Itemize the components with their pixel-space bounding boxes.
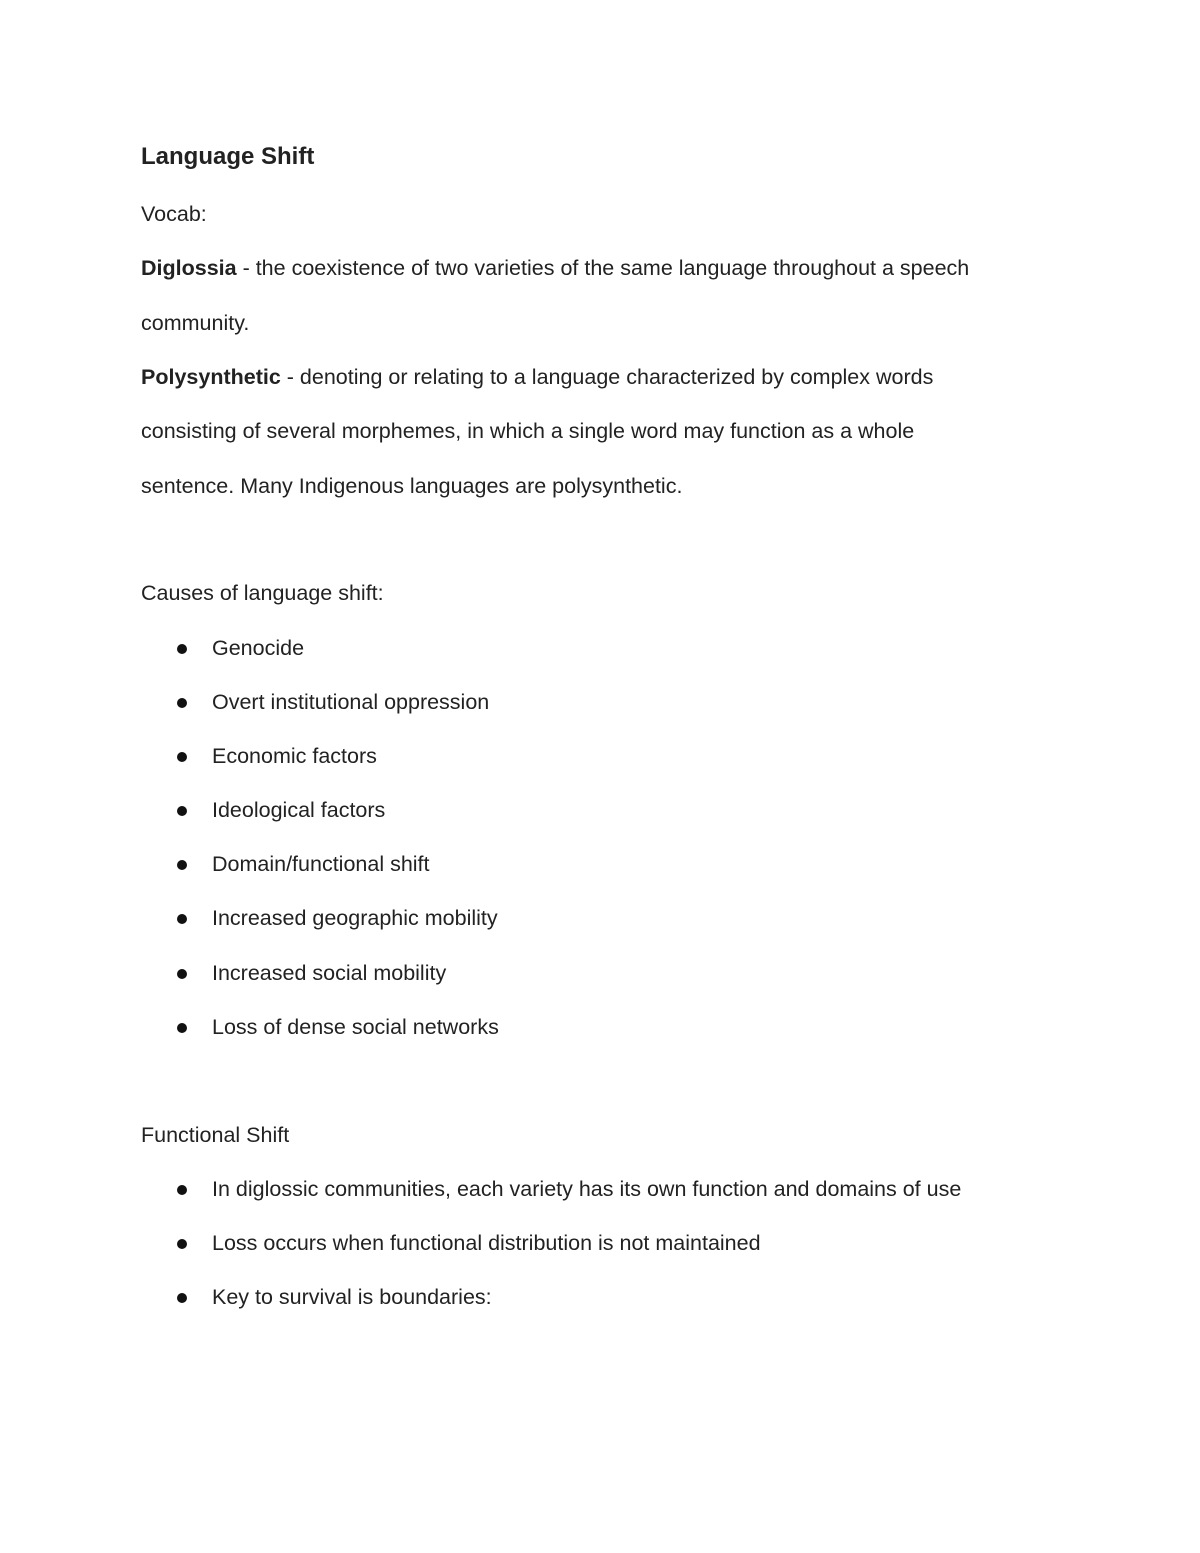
definition-text-continued: sentence. Many Indigenous languages are polysynthetic. [141, 474, 683, 498]
vocab-label: Vocab: [141, 202, 207, 226]
bullet-icon [177, 1023, 187, 1033]
list-item-text: Key to survival is boundaries: [212, 1285, 492, 1309]
functional-shift-heading: Functional Shift [141, 1123, 290, 1147]
list-item-text: Domain/functional shift [212, 852, 430, 876]
bullet-icon [177, 1239, 187, 1249]
causes-heading: Causes of language shift: [141, 581, 384, 605]
definition-text: the coexistence of two varieties of the same language throughout a speech [255, 256, 970, 280]
bullet-icon [177, 860, 187, 870]
bullet-icon [177, 969, 187, 979]
bullet-icon [177, 1293, 187, 1303]
list-item-text: Economic factors [212, 744, 377, 768]
bullet-icon [177, 644, 187, 654]
definition-separator: - [236, 256, 256, 280]
definition-term: Polysynthetic [141, 365, 281, 389]
definition-term: Diglossia [141, 256, 237, 280]
bullet-icon [177, 752, 187, 762]
definition-polysynthetic [141, 364, 933, 390]
list-item-text: Increased geographic mobility [212, 906, 498, 930]
definition-text-continued: community. [141, 311, 250, 335]
bullet-icon [177, 806, 187, 816]
list-item-text: Loss of dense social networks [212, 1015, 499, 1039]
definition-separator: - [280, 365, 300, 389]
bullet-icon [177, 914, 187, 924]
list-item-text: In diglossic communities, each variety has its own function and domains of use [212, 1177, 962, 1201]
list-item-text: Genocide [212, 636, 305, 660]
document-title: Language Shift [141, 143, 315, 170]
list-item-text: Overt institutional oppression [212, 690, 490, 714]
list-item-text: Increased social mobility [212, 961, 447, 985]
bullet-icon [177, 1185, 187, 1195]
bullet-icon [177, 698, 187, 708]
list-item-text: Ideological factors [212, 798, 386, 822]
definition-text-continued: consisting of several morphemes, in which a single word may function as a whole [141, 419, 915, 443]
definition-text: denoting or relating to a language characterized by complex words [299, 365, 934, 389]
definition-diglossia [141, 255, 969, 281]
list-item-text: Loss occurs when functional distribution is not maintained [212, 1231, 761, 1255]
